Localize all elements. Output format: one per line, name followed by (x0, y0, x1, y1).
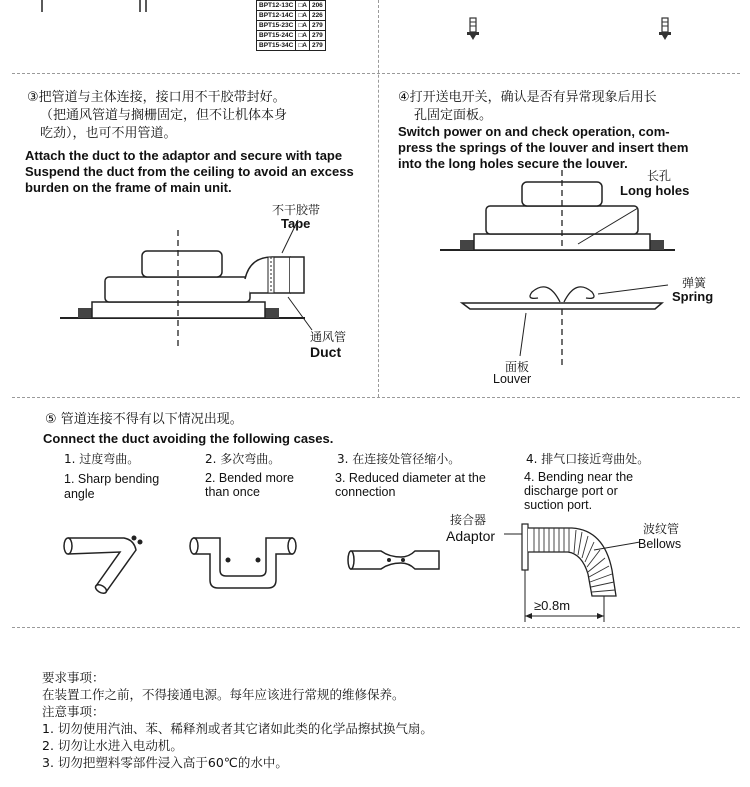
bellows-diagram (512, 520, 632, 630)
step4-en-line3: into the long holes secure the louver. (398, 156, 628, 171)
step4-cn-line2: 孔固定面板。 (414, 108, 493, 123)
louver-label-cn: 面板 (505, 360, 530, 374)
case3-en-line2: connection (335, 485, 396, 499)
screw-icon (466, 18, 480, 42)
duct-label-en: Duct (310, 344, 342, 360)
case2-en-line2: than once (205, 485, 260, 499)
bellows-label-cn: 波纹管 (643, 522, 680, 536)
model-name-cell: BPT12-14C (257, 11, 296, 21)
louver-installation-diagram (430, 168, 730, 378)
model-value-cell: 206 (309, 1, 325, 11)
case4-en-line3: suction port. (524, 498, 593, 512)
bellows-label-en: Bellows (638, 537, 682, 551)
model-name-cell: BPT15-34C (257, 41, 296, 51)
divider (12, 397, 740, 398)
step3-en-line2: Suspend the duct from the ceiling to avoid an excess (25, 164, 354, 179)
sharp-bend-diagram (62, 530, 162, 600)
model-value-cell: 279 (309, 41, 325, 51)
model-type-cell: □A (296, 1, 310, 11)
model-name-cell: BPT15-23C (257, 21, 296, 31)
model-name-cell: BPT12-13C (257, 1, 296, 11)
model-row (257, 31, 326, 41)
model-type-cell: □A (296, 21, 310, 31)
notes-title: 注意事项： (42, 704, 105, 719)
model-row (257, 41, 326, 51)
note-1: 1. 切勿使用汽油、苯、稀释剂或者其它诸如此类的化学品擦拭换气扇。 (42, 721, 433, 736)
model-value-cell: 279 (309, 31, 325, 41)
tape-label-cn: 不干胶带 (272, 203, 321, 217)
spring-label-en: Spring (672, 289, 714, 304)
adaptor-label-en: Adaptor (446, 528, 496, 544)
case2-cn: 2. 多次弯曲。 (205, 452, 281, 466)
note-3: 3. 切勿把塑料零部件浸入高于60℃的水中。 (42, 755, 288, 770)
duct-label-cn: 通风管 (310, 330, 347, 344)
model-row (257, 11, 326, 21)
top-left-fragment (0, 0, 200, 20)
multiple-bend-diagram (188, 530, 308, 600)
case4-en-line1: 4. Bending near the (524, 470, 634, 484)
requirements-title: 要求事项： (42, 670, 105, 685)
step5-en-title: Connect the duct avoiding the following cases. (43, 431, 334, 446)
divider (12, 73, 740, 74)
model-type-cell: □A (296, 31, 310, 41)
tape-label-en: Tape (281, 216, 311, 231)
louver-label-en: Louver (493, 372, 532, 386)
long-holes-label-cn: 长孔 (647, 169, 672, 183)
top-section (0, 0, 750, 78)
model-type-cell: □A (296, 41, 310, 51)
screw-icon (658, 18, 672, 42)
step4-en-line2: press the springs of the louver and insert them (398, 140, 689, 155)
long-holes-label-en: Long holes (620, 183, 690, 198)
case3-cn: 3. 在连接处管径缩小。 (337, 452, 461, 466)
step3-cn-line2: （把通风管道与搁栅固定，但不让机体本身 (40, 108, 288, 123)
step3-cn-line3: 吃劲），也可不用管道。 (40, 126, 177, 141)
step3-en-line3: burden on the frame of main unit. (25, 180, 232, 195)
case1-en-line1: 1. Sharp bending (64, 472, 160, 486)
model-table (256, 0, 326, 51)
reduced-diameter-diagram (345, 545, 445, 585)
case3-en-line1: 3. Reduced diameter at the (335, 471, 486, 485)
step3-en-line1: Attach the duct to the adaptor and secure with tape (25, 148, 343, 163)
step4-en-line1: Switch power on and check operation, com- (398, 124, 670, 139)
model-value-cell: 279 (309, 21, 325, 31)
case1-en-line2: angle (64, 487, 95, 501)
model-value-cell: 226 (309, 11, 325, 21)
spring-label-cn: 弹簧 (682, 276, 707, 290)
distance-label: ≥0.8m (534, 598, 571, 613)
case2-en-line1: 2. Bended more (205, 471, 294, 485)
step5-cn-title: ⑤ 管道连接不得有以下情况出现。 (45, 412, 243, 427)
model-row (257, 1, 326, 11)
case4-cn: 4. 排气口接近弯曲处。 (526, 452, 650, 466)
step4-cn-line1: ④打开送电开关，确认是否有异常现象后用长 (398, 90, 657, 105)
case1-cn: 1. 过度弯曲。 (64, 452, 140, 466)
model-type-cell: □A (296, 11, 310, 21)
model-row (257, 21, 326, 31)
requirement-1: 在装置工作之前，不得接通电源。每年应该进行常规的维修保养。 (42, 687, 405, 702)
note-2: 2. 切勿让水进入电动机。 (42, 738, 183, 753)
case4-en-line2: discharge port or (524, 484, 618, 498)
adaptor-label-cn: 接合器 (450, 513, 487, 527)
step3-cn-line1: ③把管道与主体连接，接口用不干胶带封好。 (27, 90, 286, 105)
model-name-cell: BPT15-24C (257, 31, 296, 41)
